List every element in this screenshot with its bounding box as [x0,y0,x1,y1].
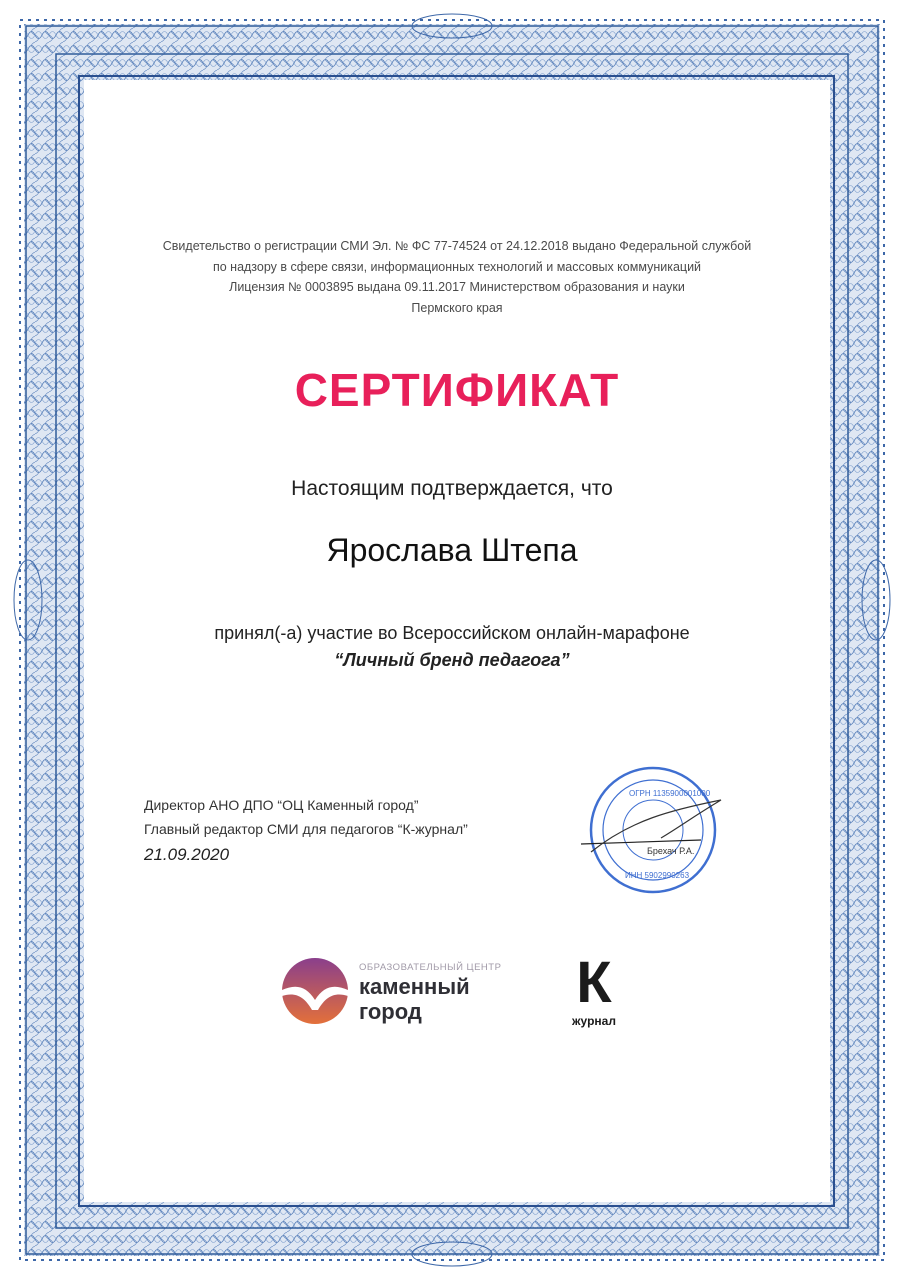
stamp-ogrn: ОГРН 1135900001000 [629,789,711,798]
participation-block [84,620,820,674]
signatory-block [144,793,468,867]
signature-name: Брехач Р.А. [647,846,695,856]
stamp-icon [571,760,751,900]
registration-line-3: Лицензия № 0003895 выдана 09.11.2017 Министерством образования и науки [229,280,685,294]
signatory-line-1: Директор АНО ДПО “ОЦ Каменный город” [144,797,419,813]
k-journal-logo [564,950,624,1028]
kamenny-gorod-logo-text [359,962,501,1023]
kamenny-line1: каменный [359,974,470,999]
certificate-content [84,80,830,1202]
registration-line-2: по надзору в сфере связи, информационных технологий и массовых коммуникаций [212,259,702,274]
registration-line-4: Пермского края [411,300,503,315]
k-journal-letter: К [576,950,612,1015]
signatory-line-2: Главный редактор СМИ для педагогов “К-журнал” [144,821,468,837]
registration-line-1: Свидетельство о регистрации СМИ Эл. № ФС 77-74524 от 24.12.2018 выдано Федеральной службой [162,239,752,253]
kamenny-line2: город [359,999,422,1024]
kamenny-small: ОБРАЗОВАТЕЛЬНЫЙ ЦЕНТР [359,962,502,973]
confirm-text: Настоящим подтверждается, что [291,477,613,500]
stamp-inn: ИНН 5902990263 [625,871,690,880]
k-journal-sub: журнал [572,1014,616,1028]
kamenny-gorod-logo-icon [280,956,350,1026]
recipient-name: Ярослава Штепа [326,532,578,568]
event-name: “Личный бренд педагога” [334,650,570,670]
registration-info [84,236,830,318]
certificate-title: СЕРТИФИКАТ [294,364,620,416]
issue-date: 21.09.2020 [144,845,230,864]
participation-text: принял(-а) участие во Всероссийском онлайн-марафоне [214,623,690,643]
